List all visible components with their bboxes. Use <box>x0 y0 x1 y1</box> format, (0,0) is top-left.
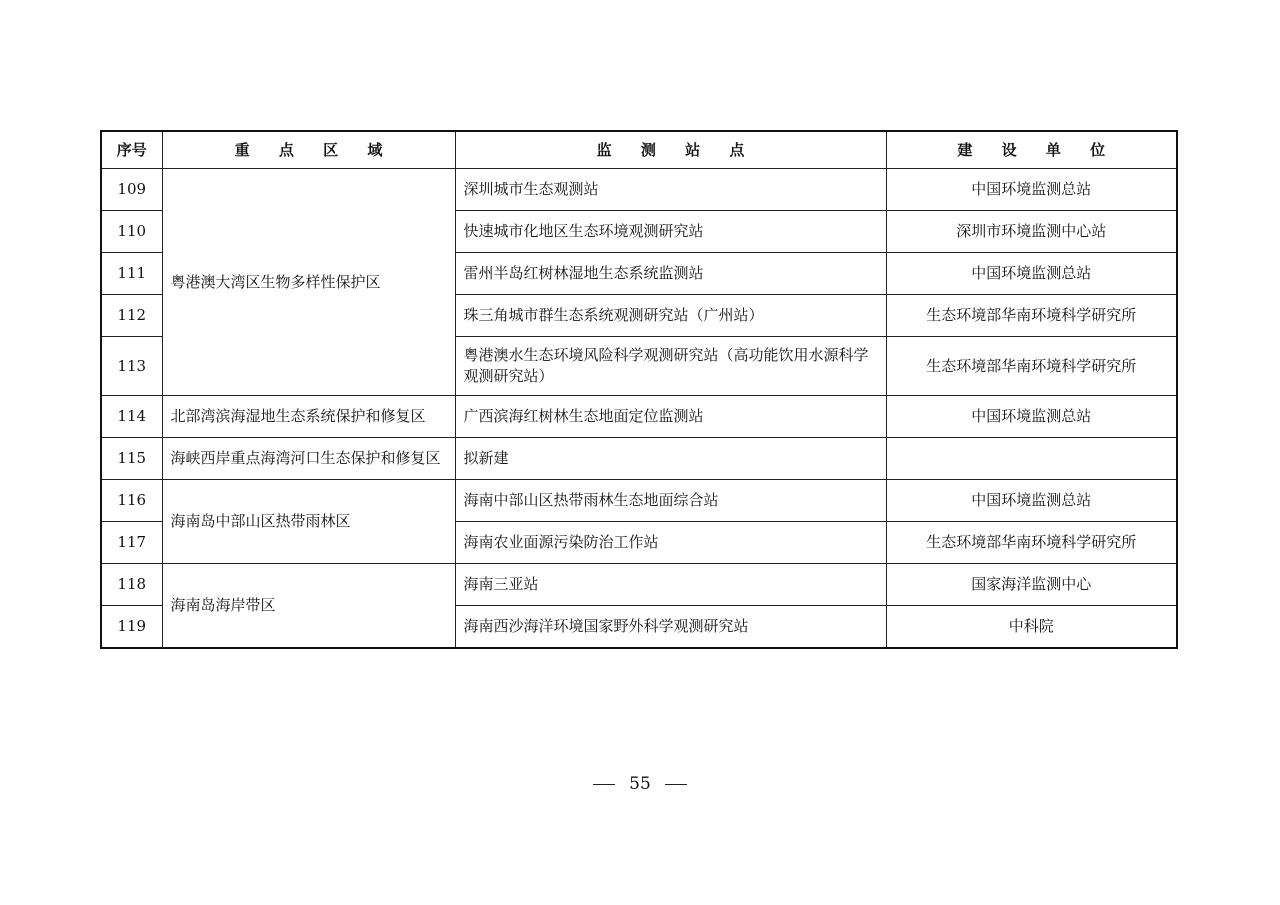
region-cell: 海南岛海岸带区 <box>162 564 455 648</box>
station-cell: 海南农业面源污染防治工作站 <box>455 522 886 564</box>
unit-cell: 中国环境监测总站 <box>886 480 1177 522</box>
station-cell: 快速城市化地区生态环境观测研究站 <box>455 211 886 253</box>
table-row <box>101 396 1177 438</box>
unit-cell: 中国环境监测总站 <box>886 253 1177 295</box>
unit-cell <box>886 438 1177 480</box>
page-number: 55 <box>629 774 651 794</box>
left-dash <box>593 784 615 785</box>
station-cell: 拟新建 <box>455 438 886 480</box>
table-row <box>101 480 1177 522</box>
row-number: 118 <box>101 564 162 606</box>
unit-cell: 中国环境监测总站 <box>886 169 1177 211</box>
unit-cell: 生态环境部华南环境科学研究所 <box>886 295 1177 337</box>
table-row <box>101 564 1177 606</box>
header-unit: 建 设 单 位 <box>886 131 1177 169</box>
station-cell: 海南西沙海洋环境国家野外科学观测研究站 <box>455 606 886 648</box>
row-number: 116 <box>101 480 162 522</box>
row-number: 115 <box>101 438 162 480</box>
station-cell: 广西滨海红树林生态地面定位监测站 <box>455 396 886 438</box>
table-header-row <box>101 131 1177 169</box>
unit-cell: 生态环境部华南环境科学研究所 <box>886 522 1177 564</box>
stations-table <box>100 130 1178 649</box>
region-cell: 海峡西岸重点海湾河口生态保护和修复区 <box>162 438 455 480</box>
station-cell: 粤港澳水生态环境风险科学观测研究站（高功能饮用水源科学观测研究站） <box>455 337 886 396</box>
region-cell: 北部湾滨海湿地生态系统保护和修复区 <box>162 396 455 438</box>
station-cell: 雷州半岛红树林湿地生态系统监测站 <box>455 253 886 295</box>
header-region: 重 点 区 域 <box>162 131 455 169</box>
row-number: 109 <box>101 169 162 211</box>
region-cell: 粤港澳大湾区生物多样性保护区 <box>162 169 455 396</box>
unit-cell: 中科院 <box>886 606 1177 648</box>
right-dash <box>665 784 687 785</box>
row-number: 112 <box>101 295 162 337</box>
row-number: 119 <box>101 606 162 648</box>
region-cell: 海南岛中部山区热带雨林区 <box>162 480 455 564</box>
unit-cell: 生态环境部华南环境科学研究所 <box>886 337 1177 396</box>
unit-cell: 中国环境监测总站 <box>886 396 1177 438</box>
row-number: 114 <box>101 396 162 438</box>
page-number-footer <box>0 772 1280 796</box>
header-seq: 序号 <box>101 131 162 169</box>
station-cell: 海南三亚站 <box>455 564 886 606</box>
table-row <box>101 438 1177 480</box>
table-row <box>101 169 1177 211</box>
row-number: 113 <box>101 337 162 396</box>
unit-cell: 深圳市环境监测中心站 <box>886 211 1177 253</box>
station-cell: 深圳城市生态观测站 <box>455 169 886 211</box>
station-cell: 海南中部山区热带雨林生态地面综合站 <box>455 480 886 522</box>
row-number: 110 <box>101 211 162 253</box>
unit-cell: 国家海洋监测中心 <box>886 564 1177 606</box>
header-station: 监 测 站 点 <box>455 131 886 169</box>
row-number: 111 <box>101 253 162 295</box>
station-cell: 珠三角城市群生态系统观测研究站（广州站） <box>455 295 886 337</box>
row-number: 117 <box>101 522 162 564</box>
